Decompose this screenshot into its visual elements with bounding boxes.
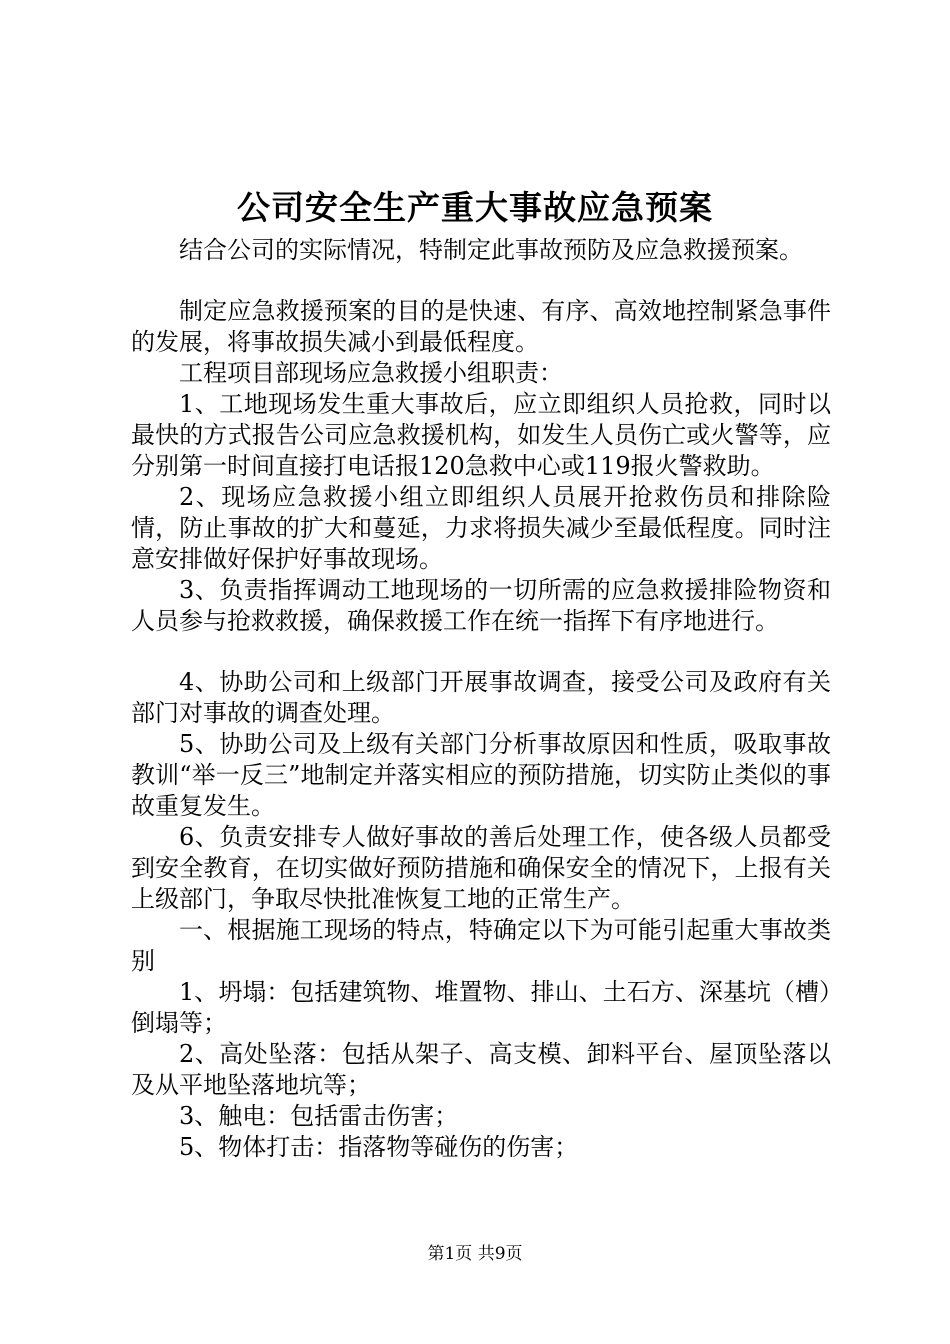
paragraph-duty-5: 5、协助公司及上级有关部门分析事故原因和性质，吸取事故教训“举一反三”地制定并落实相应的预防措施，切实防止类似的事故重复发生。 xyxy=(131,730,831,820)
paragraph-duty-4: 4、协助公司和上级部门开展事故调查，接受公司及政府有关部门对事故的调查处理。 xyxy=(131,668,831,727)
paragraph-category-electric: 3、触电：包括雷击伤害； xyxy=(179,1102,459,1130)
paragraph-duty-6: 6、负责安排专人做好事故的善后处理工作，使各级人员都受到安全教育，在切实做好预防措施和确保安全的情况下，上报有关上级部门，争取尽快批准恢复工地的正常生产。 xyxy=(131,823,831,913)
paragraph-category-fall: 2、高处坠落：包括从架子、高支模、卸料平台、屋顶坠落以及从平地坠落地坑等； xyxy=(131,1040,831,1099)
paragraph-intro: 结合公司的实际情况，特制定此事故预防及应急救援预案。 xyxy=(179,236,803,264)
paragraph-duty-3: 3、负责指挥调动工地现场的一切所需的应急救援排险物资和人员参与抢救救援，确保救援工作在统一指挥下有序地进行。 xyxy=(131,576,831,635)
document-body xyxy=(131,235,831,1163)
paragraph-purpose: 制定应急救援预案的目的是快速、有序、高效地控制紧急事件的发展，将事故损失减小到最低程度。 xyxy=(131,297,831,356)
paragraph-duties-heading: 工程项目部现场应急救援小组职责： xyxy=(179,359,563,387)
paragraph-gap xyxy=(131,266,831,296)
paragraph-duty-2: 2、现场应急救援小组立即组织人员展开抢救伤员和排除险情，防止事故的扩大和蔓延，力求将损失减少至最低程度。同时注意安排做好保护好事故现场。 xyxy=(131,483,831,573)
paragraph-category-collapse: 1、坍塌：包括建筑物、堆置物、排山、土石方、深基坑（槽）倒塌等； xyxy=(131,978,831,1037)
document-title: 公司安全生产重大事故应急预案 xyxy=(237,188,713,227)
page-footer: 第1页 共9页 xyxy=(427,1244,523,1264)
paragraph-duty-1: 1、工地现场发生重大事故后，应立即组织人员抢救，同时以最快的方式报告公司应急救援机构，如发生人员伤亡或火警等，应分别第一时间直接打电话报120急救中心或119报火警救助。 xyxy=(131,390,831,480)
paragraph-section-1-heading: 一、根据施工现场的特点，特确定以下为可能引起重大事故类别 xyxy=(131,916,831,975)
paragraph-category-object-strike: 5、物体打击：指落物等碰伤的伤害； xyxy=(179,1133,579,1161)
paragraph-gap xyxy=(131,637,831,667)
